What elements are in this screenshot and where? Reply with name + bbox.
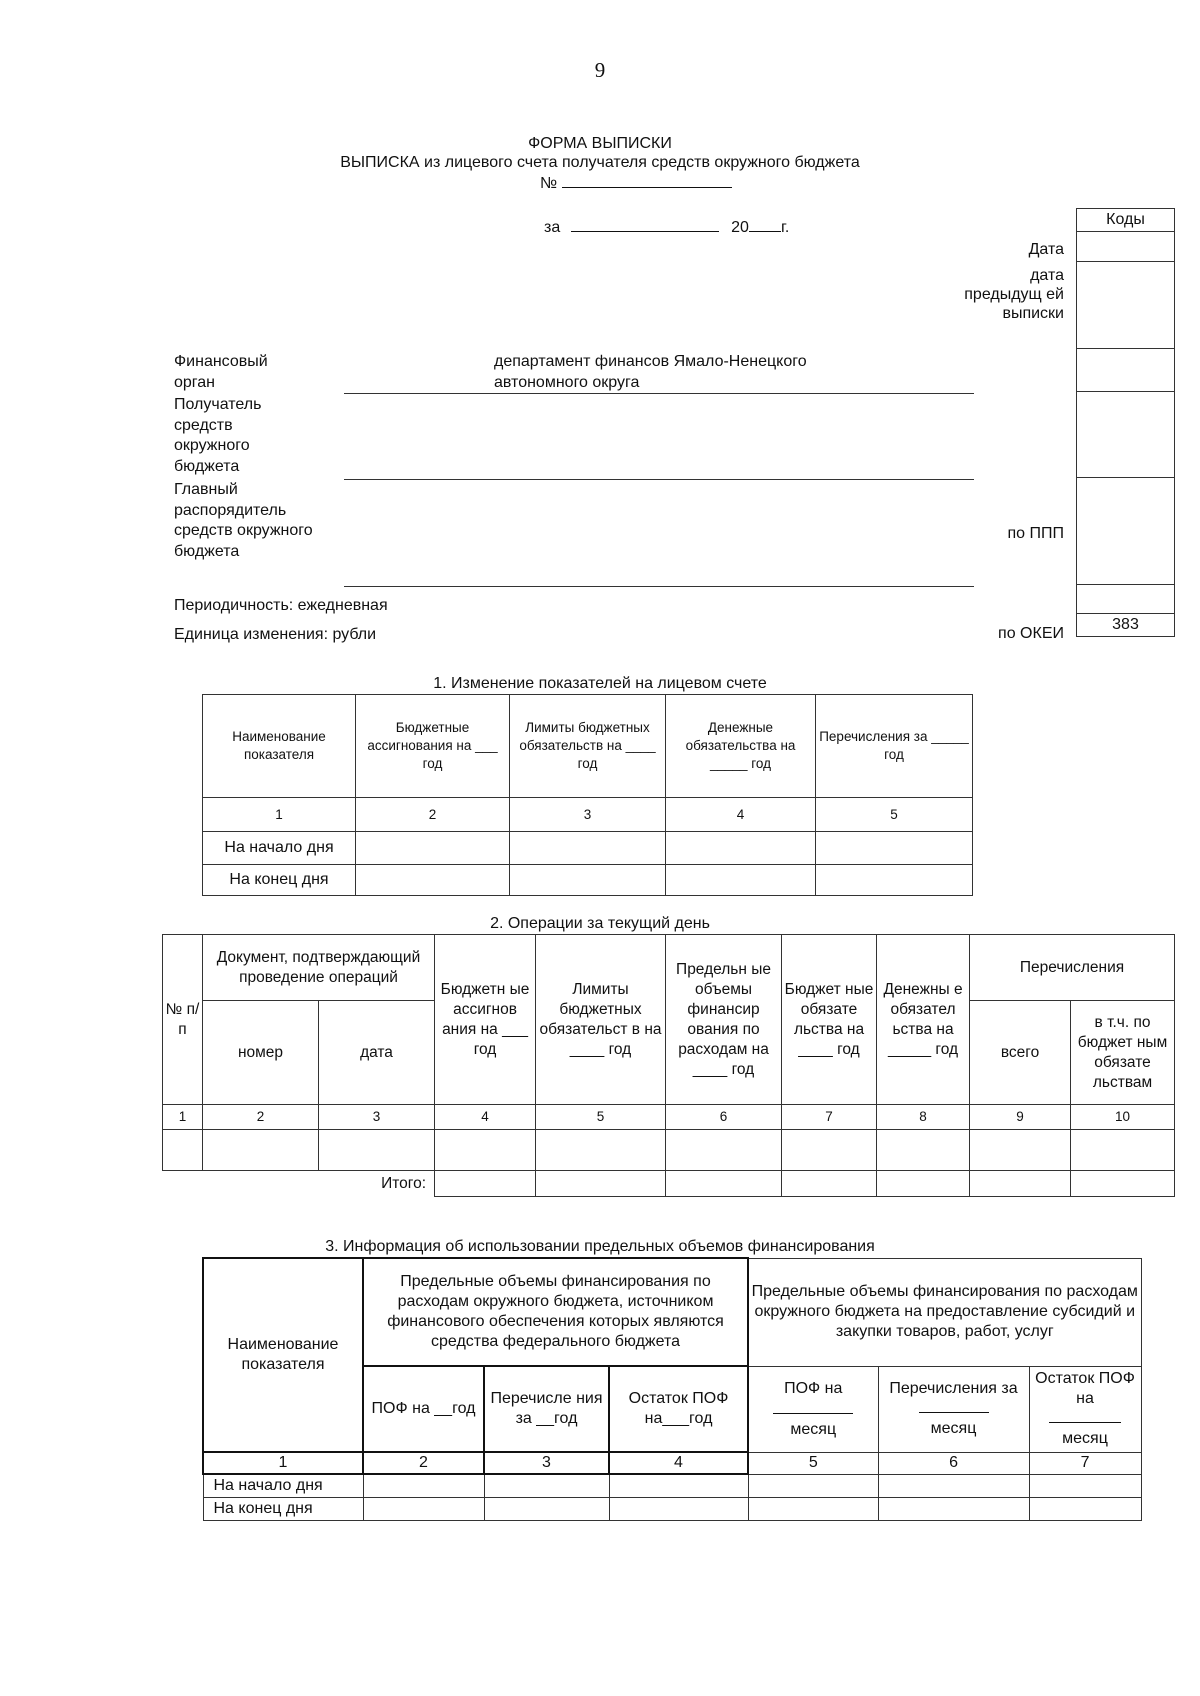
year-suffix: г.: [780, 219, 790, 236]
codes-table: [1076, 208, 1175, 637]
codes-header: Коды: [1077, 209, 1175, 232]
t1-header-lbo: Лимиты бюджетных обязательств на ____ год: [510, 695, 666, 798]
t3-row-end-label: На конец дня: [203, 1497, 363, 1520]
fin-organ-label: Финансовый орган: [174, 353, 268, 391]
t2-col-number: 1: [163, 1105, 203, 1130]
t3-transfers-month-blank[interactable]: [919, 1410, 989, 1413]
t2-col-number: 8: [877, 1105, 970, 1130]
t3-header-transfers-year: Перечисле ния за __год: [484, 1366, 609, 1452]
t2-col-number: 6: [666, 1105, 782, 1130]
t2-header-lbo: Лимиты бюджетных обязательст в на ____ год: [536, 935, 666, 1105]
recipient-underline[interactable]: [344, 479, 974, 480]
chief-manager-label: Главный распорядитель средств окружного бюджета: [174, 481, 313, 560]
t2-total-cell[interactable]: [435, 1171, 536, 1197]
t1-col-number: 4: [666, 798, 816, 832]
t3-transfers-month-pre: Перечисления за: [889, 1380, 1018, 1397]
t1-cell[interactable]: [666, 865, 816, 896]
t2-total-cell[interactable]: [782, 1171, 877, 1197]
t1-row-end-label: На конец дня: [203, 865, 356, 896]
t1-cell[interactable]: [356, 832, 510, 865]
t3-col-number: 6: [878, 1452, 1029, 1474]
t3-transfers-month-post: месяц: [930, 1420, 977, 1437]
t1-col-number: 2: [356, 798, 510, 832]
t3-cell[interactable]: [1029, 1474, 1141, 1497]
t2-header-doc: Документ, подтверждающий проведение операций: [203, 935, 435, 1001]
code-prev-date-cell[interactable]: [1077, 262, 1175, 349]
t2-cell[interactable]: [877, 1130, 970, 1171]
unit-label: Единица изменения: рубли: [174, 626, 377, 643]
t3-col-number: 7: [1029, 1452, 1141, 1474]
t2-header-num: № п/п: [163, 935, 203, 1105]
period-prefix: за: [544, 219, 561, 236]
t2-header-ba: Бюджетн ые ассигнов ания на ___ год: [435, 935, 536, 1105]
t1-cell[interactable]: [510, 865, 666, 896]
t3-pof-month-post: месяц: [790, 1420, 837, 1438]
t3-header-pof-month: [748, 1366, 878, 1452]
t3-cell[interactable]: [363, 1474, 484, 1497]
t2-col-number: 10: [1071, 1105, 1175, 1130]
code-date-cell[interactable]: [1077, 232, 1175, 262]
t1-header-ba: Бюджетные ассигнования на ___ год: [356, 695, 510, 798]
t3-col-number: 3: [484, 1452, 609, 1474]
code-recipient-cell[interactable]: [1077, 392, 1175, 478]
prev-statement-label: дата предыдущ ей выписки: [964, 267, 1064, 322]
code-okei-value: 383: [1077, 614, 1175, 637]
t2-header-bo: Бюджет ные обязате льства на ____ год: [782, 935, 877, 1105]
statement-title: ВЫПИСКА из лицевого счета получателя средств окружного бюджета: [340, 154, 860, 171]
t2-cell[interactable]: [536, 1130, 666, 1171]
t2-col-number: 7: [782, 1105, 877, 1130]
t2-header-pof: Предельн ые объемы финансир ования по расходам на ____ год: [666, 935, 782, 1105]
t3-rest-month-blank[interactable]: [1049, 1410, 1121, 1423]
t2-header-incl: в т.ч. по бюджет ным обязате льствам: [1071, 1001, 1175, 1105]
t3-pof-month-blank[interactable]: [773, 1399, 853, 1414]
number-label: №: [540, 175, 558, 192]
table1-caption: 1. Изменение показателей на лицевом счете: [433, 675, 767, 692]
date-label: Дата: [1028, 241, 1064, 258]
t3-pof-month-pre: ПОФ на: [784, 1379, 843, 1397]
fin-organ-underline: [344, 393, 974, 394]
t2-header-transfers: Перечисления: [970, 935, 1175, 1001]
t3-cell[interactable]: [1029, 1497, 1141, 1520]
period-line: [544, 216, 789, 237]
t3-cell[interactable]: [609, 1474, 748, 1497]
t2-total-cell[interactable]: [1071, 1171, 1175, 1197]
t2-cell[interactable]: [782, 1130, 877, 1171]
t3-group-subsidies: Предельные объемы финансирования по расходам окружного бюджета на предоставление субсидий и закупки товаров, работ, услуг: [748, 1258, 1141, 1366]
year-prefix: 20: [731, 219, 749, 236]
t3-header-rest-month: [1029, 1366, 1141, 1452]
t3-cell[interactable]: [609, 1497, 748, 1520]
t2-col-number: 5: [536, 1105, 666, 1130]
t3-col-number: 5: [748, 1452, 878, 1474]
t3-rest-month-pre: Остаток ПОФ на: [1035, 1370, 1135, 1407]
t3-header-rest-year: Остаток ПОФ на___год: [609, 1366, 748, 1452]
table3-caption: 3. Информация об использовании предельных объемов финансирования: [325, 1238, 875, 1255]
t2-total-cell[interactable]: [536, 1171, 666, 1197]
periodicity: Периодичность: ежедневная: [174, 597, 388, 614]
t2-total-cell[interactable]: [877, 1171, 970, 1197]
code-periodicity-cell[interactable]: [1077, 585, 1175, 614]
t1-cell[interactable]: [510, 832, 666, 865]
t3-header-pof-year: ПОФ на __год: [363, 1366, 484, 1452]
t1-header-transfers: Перечисления за _____ год: [816, 695, 973, 798]
t2-cell[interactable]: [970, 1130, 1071, 1171]
operations-table: [162, 934, 1175, 1197]
indicators-table: [202, 694, 973, 896]
ppp-label: по ППП: [1007, 525, 1064, 542]
t3-col-number: 4: [609, 1452, 748, 1474]
fin-organ-value: департамент финансов Ямало-Ненецкого автономного округа: [494, 353, 807, 391]
chief-manager-underline[interactable]: [344, 586, 974, 587]
t2-total-cell[interactable]: [666, 1171, 782, 1197]
t2-total-cell[interactable]: [970, 1171, 1071, 1197]
t3-cell[interactable]: [878, 1474, 1029, 1497]
t1-cell[interactable]: [666, 832, 816, 865]
t3-header-transfers-month: [878, 1366, 1029, 1452]
t3-cell[interactable]: [484, 1474, 609, 1497]
t2-header-doc-date: дата: [319, 1001, 435, 1105]
t2-cell[interactable]: [203, 1130, 319, 1171]
t2-col-number: 4: [435, 1105, 536, 1130]
t3-cell[interactable]: [878, 1497, 1029, 1520]
t1-cell[interactable]: [816, 865, 973, 896]
t2-header-doc-number: номер: [203, 1001, 319, 1105]
t2-cell[interactable]: [666, 1130, 782, 1171]
number-blank[interactable]: [562, 172, 732, 188]
code-ppp-cell[interactable]: [1077, 478, 1175, 585]
t2-col-number: 2: [203, 1105, 319, 1130]
period-blank[interactable]: [571, 216, 719, 232]
t2-cell[interactable]: [319, 1130, 435, 1171]
t3-cell[interactable]: [748, 1474, 878, 1497]
t2-total-label: Итого:: [381, 1174, 427, 1192]
t2-header-do: Денежны е обязател ьства на _____ год: [877, 935, 970, 1105]
t1-col-number: 1: [203, 798, 356, 832]
t1-header-name: Наименование показателя: [203, 695, 356, 798]
t2-cell[interactable]: [1071, 1130, 1175, 1171]
t2-col-number: 3: [319, 1105, 435, 1130]
recipient-label: Получатель средств окружного бюджета: [174, 396, 262, 475]
t1-col-number: 5: [816, 798, 973, 832]
code-fin-organ-cell[interactable]: [1077, 349, 1175, 392]
t3-group-federal: Предельные объемы финансирования по расходам окружного бюджета, источником финансового обеспечения которых являются средства федерального бюджета: [363, 1258, 748, 1366]
t1-col-number: 3: [510, 798, 666, 832]
statement-number-line: [540, 172, 732, 193]
t2-cell[interactable]: [435, 1130, 536, 1171]
t3-cell[interactable]: [484, 1497, 609, 1520]
t2-cell[interactable]: [163, 1130, 203, 1171]
t3-col-number: 1: [203, 1452, 363, 1474]
t1-header-do: Денежные обязательства на _____ год: [666, 695, 816, 798]
table2-caption: 2. Операции за текущий день: [490, 915, 710, 932]
t3-cell[interactable]: [748, 1497, 878, 1520]
t1-cell[interactable]: [356, 865, 510, 896]
funding-usage-table: [202, 1257, 1142, 1521]
t3-col-number: 2: [363, 1452, 484, 1474]
form-title: ФОРМА ВЫПИСКИ: [528, 135, 672, 152]
t3-cell[interactable]: [363, 1497, 484, 1520]
page-number: 9: [594, 58, 606, 82]
t3-rest-month-post: месяц: [1062, 1430, 1108, 1447]
t1-cell[interactable]: [816, 832, 973, 865]
okei-label: по ОКЕИ: [998, 625, 1064, 642]
t3-row-start-label: На начало дня: [203, 1474, 363, 1497]
t2-header-total: всего: [970, 1001, 1071, 1105]
t3-header-name: Наименование показателя: [203, 1258, 363, 1452]
year-blank[interactable]: [749, 216, 781, 232]
t2-col-number: 9: [970, 1105, 1071, 1130]
t1-row-start-label: На начало дня: [203, 832, 356, 865]
